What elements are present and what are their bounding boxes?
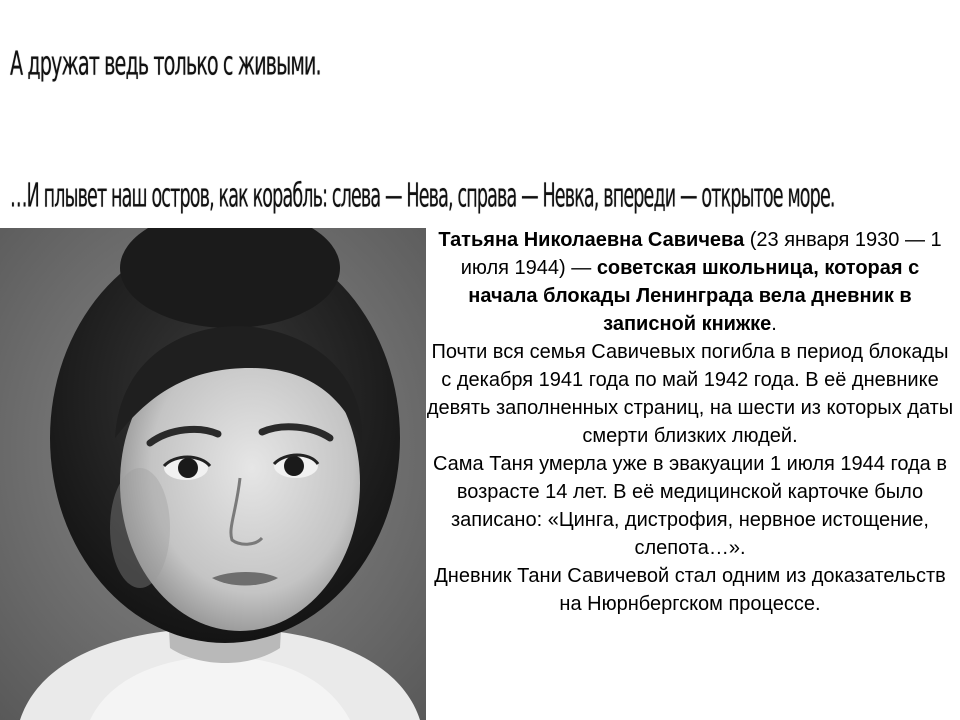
biography-text	[426, 226, 954, 618]
portrait-photo	[0, 228, 426, 720]
bio-paragraph-nuremberg: Дневник Тани Савичевой стал одним из доказательств на Нюрнбергском процессе.	[434, 565, 946, 615]
bio-intro	[426, 226, 954, 338]
bio-dates: (23 января 1930 — 1 июля 1944) —	[460, 229, 942, 279]
bio-description: советская школьница, которая с начала блокады Ленинграда вела дневник в записной книжке	[468, 257, 920, 335]
quote-line-1: А дружат ведь только с живыми.	[10, 45, 321, 83]
bio-intro-end: .	[771, 313, 777, 335]
bio-paragraph-family: Почти вся семья Савичевых погибла в период блокады с декабря 1941 года по май 1942 года. В её дневнике девять заполненных страниц, на шести из которых даты смерти близких людей.	[426, 341, 954, 447]
bio-paragraph-death: Сама Таня умерла уже в эвакуации 1 июля 1944 года в возрасте 14 лет. В её медицинской карточке было записано: «Цинга, дистрофия, нервное истощение, слепота…».	[433, 453, 947, 559]
quote-line-2: …И плывет наш остров, как корабль: слева — Нева, справа — Невка, впереди — открытое море.	[10, 177, 835, 215]
bio-name: Татьяна Николаевна Савичева	[438, 229, 745, 251]
